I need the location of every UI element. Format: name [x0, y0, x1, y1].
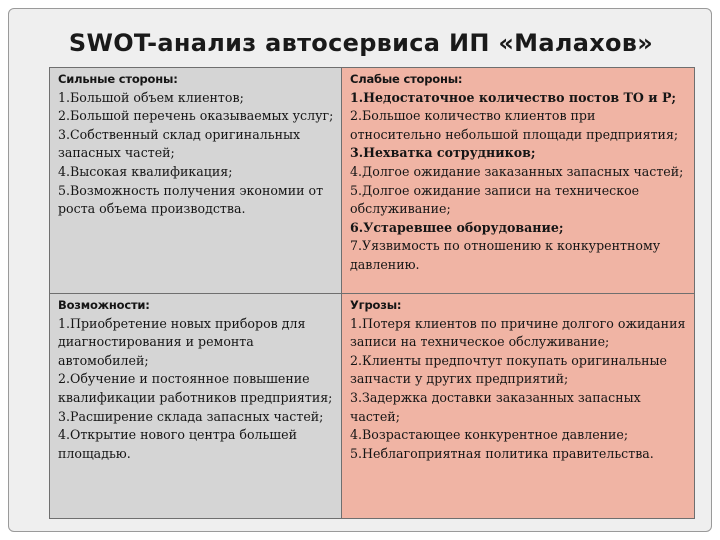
list-item: 3.Задержка доставки заказанных запасных частей;: [350, 389, 641, 424]
list-item: 1.Недостаточное количество постов ТО и Р;: [350, 89, 677, 105]
list-item: 2.Большой перечень оказываемых услуг;: [58, 108, 334, 124]
list-item: 1.Большой объем клиентов;: [58, 89, 244, 105]
opportunities-heading: Возможности:: [58, 298, 150, 312]
list-item: 5.Возможность получения экономии от роста объема производства.: [58, 182, 324, 217]
list-item: 2.Обучение и постоянное повышение квалификации работников предприятия;: [58, 371, 333, 405]
list-item: 4.Открытие нового центра большей площадью.: [58, 427, 297, 461]
swot-table: [49, 67, 695, 519]
list-item: 5.Долгое ожидание записи на техническое обслуживание;: [350, 182, 640, 217]
list-item: 2.Большое количество клиентов при относительно небольшой площади предприятия;: [350, 108, 679, 142]
threats-heading: Угрозы:: [350, 298, 402, 312]
list-item: 3.Расширение склада запасных частей;: [58, 408, 324, 424]
opportunities-cell: [50, 294, 342, 519]
strengths-cell: [50, 68, 342, 294]
strengths-heading: Сильные стороны:: [58, 72, 178, 86]
threats-cell: [342, 294, 695, 519]
slide: [8, 8, 712, 532]
list-item: 1.Приобретение новых приборов для диагностирования и ремонта автомобилей;: [58, 315, 306, 368]
weaknesses-cell: [342, 68, 695, 294]
list-item: 4.Возрастающее конкурентное давление;: [350, 427, 629, 443]
list-item: 4.Высокая квалификация;: [58, 163, 233, 179]
list-item: 5.Неблагоприятная политика правительства.: [350, 445, 654, 461]
list-item: 7.Уязвимость по отношению к конкурентному давлению.: [350, 238, 661, 272]
list-item: 6.Устаревшее оборудование;: [350, 219, 564, 235]
list-item: 2.Клиенты предпочтут покупать оригинальные запчасти у других предприятий;: [350, 352, 667, 387]
list-item: 3.Нехватка сотрудников;: [350, 145, 536, 161]
list-item: 4.Долгое ожидание заказанных запасных частей;: [350, 163, 684, 179]
weaknesses-heading: Слабые стороны:: [350, 72, 463, 86]
list-item: 1.Потеря клиентов по причине долгого ожидания записи на техническое обслуживание;: [350, 315, 686, 350]
page-title: SWOT-анализ автосервиса ИП «Малахов»: [68, 29, 654, 57]
list-item: 3.Собственный склад оригинальных запасных частей;: [58, 126, 301, 161]
